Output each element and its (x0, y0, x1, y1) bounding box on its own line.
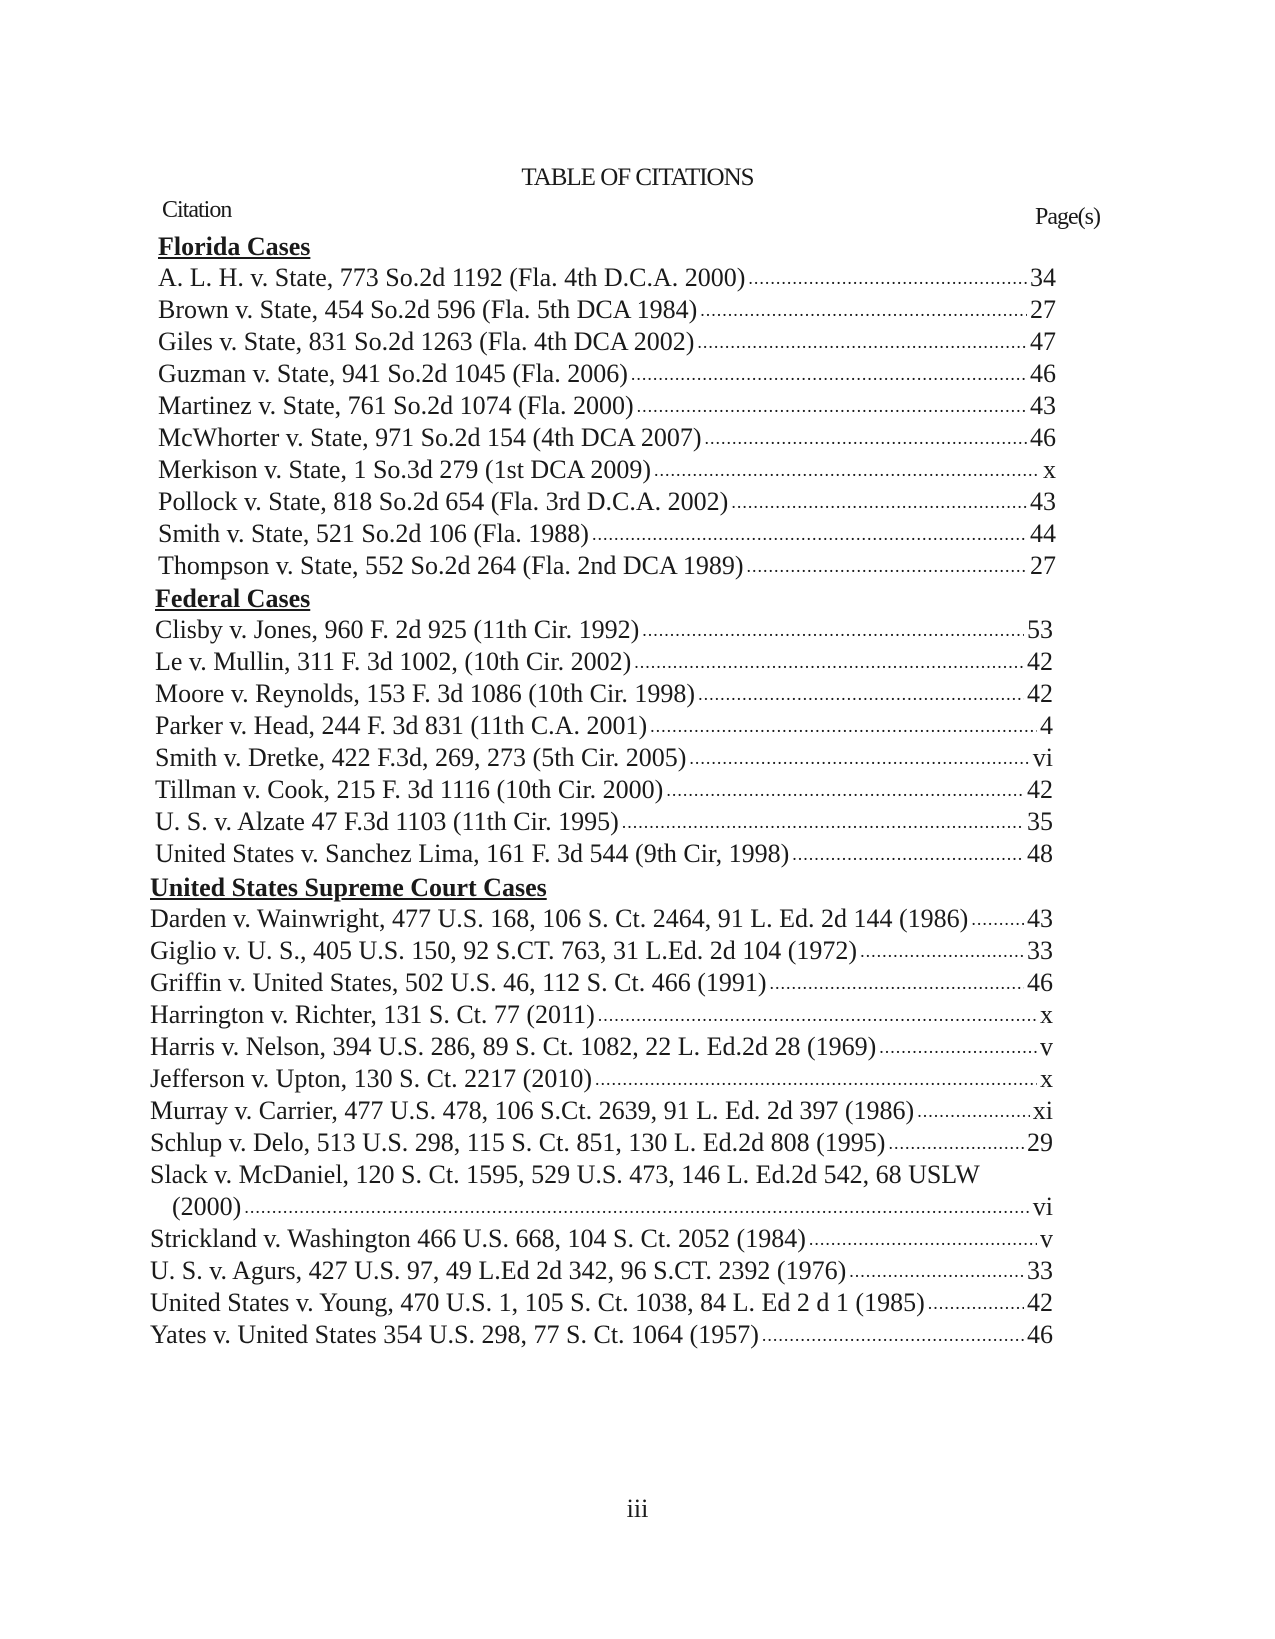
citation-entry (150, 1319, 1053, 1351)
federal-cases-section (155, 584, 1053, 870)
dot-leader (809, 1223, 1037, 1255)
dot-leader (598, 999, 1037, 1031)
dot-leader (244, 1191, 1029, 1223)
citation-text-continued: (2000) (172, 1192, 242, 1221)
citation-text: Smith v. Dretke, 422 F.3d, 269, 273 (5th Cir. 2005) (155, 743, 687, 772)
citation-text: United States v. Sanchez Lima, 161 F. 3d 544 (9th Cir, 1998) (155, 839, 790, 868)
citation-text: Parker v. Head, 244 F. 3d 831 (11th C.A. 2001) (155, 711, 648, 740)
citation-continuation (150, 1191, 1053, 1223)
citation-text: Clisby v. Jones, 960 F. 2d 925 (11th Cir. 1992) (155, 615, 640, 644)
citation-list (150, 1223, 1053, 1351)
citation-text: Smith v. State, 521 So.2d 106 (Fla. 1988) (158, 519, 589, 548)
dot-leader (762, 1319, 1024, 1351)
dot-leader (731, 486, 1027, 518)
dot-leader (634, 646, 1024, 678)
page-reference: xi (1032, 1096, 1053, 1125)
page-reference: 48 (1027, 839, 1053, 868)
citation-text: Le v. Mullin, 311 F. 3d 1002, (10th Cir. 2002) (155, 647, 632, 676)
dot-leader (698, 678, 1024, 710)
citation-entry (150, 1255, 1053, 1287)
citation-entry (158, 294, 1056, 326)
citation-entry (150, 1063, 1053, 1095)
page-reference: v (1040, 1032, 1053, 1061)
citation-text: U. S. v. Alzate 47 F.3d 1103 (11th Cir. 1995) (155, 807, 619, 836)
dot-leader (792, 838, 1024, 870)
citation-text: Giles v. State, 831 So.2d 1263 (Fla. 4th DCA 2002) (158, 327, 695, 356)
citation-text: Strickland v. Washington 466 U.S. 668, 104 S. Ct. 2052 (1984) (150, 1224, 806, 1253)
page-reference: x (1040, 1000, 1053, 1029)
citation-entry (158, 486, 1056, 518)
citation-entry (150, 1127, 1053, 1159)
page-reference: x (1043, 455, 1056, 484)
citation-entry (155, 838, 1053, 870)
citation-text: Thompson v. State, 552 So.2d 264 (Fla. 2nd DCA 1989) (158, 551, 744, 580)
citation-entry (155, 774, 1053, 806)
citation-entry (155, 614, 1053, 646)
citation-text: A. L. H. v. State, 773 So.2d 1192 (Fla. 4th D.C.A. 2000) (158, 263, 746, 292)
dot-leader (697, 326, 1027, 358)
page-reference: 42 (1027, 679, 1053, 708)
supreme-court-cases-section (150, 873, 1053, 1351)
page-reference: 42 (1027, 1288, 1053, 1317)
page-number: iii (626, 1494, 649, 1523)
citation-entry (155, 646, 1053, 678)
dot-leader (666, 774, 1024, 806)
page-reference: vi (1032, 1192, 1053, 1221)
citation-text: McWhorter v. State, 971 So.2d 154 (4th DCA 2007) (158, 423, 702, 452)
citation-entry (158, 422, 1056, 454)
section-heading: United States Supreme Court Cases (150, 873, 547, 902)
citation-entry (155, 742, 1053, 774)
citation-text: Darden v. Wainwright, 477 U.S. 168, 106 S. Ct. 2464, 91 L. Ed. 2d 144 (1986) (150, 904, 969, 933)
dot-leader (592, 518, 1027, 550)
section-heading: Federal Cases (155, 584, 311, 613)
dot-leader (928, 1287, 1024, 1319)
page-reference: 47 (1030, 327, 1056, 356)
page-reference: 34 (1030, 263, 1056, 292)
citation-text: Griffin v. United States, 502 U.S. 46, 112 S. Ct. 466 (1991) (150, 968, 767, 997)
citation-entry (158, 454, 1056, 486)
citation-entry (155, 710, 1053, 742)
citation-entry (158, 390, 1056, 422)
dot-leader (860, 935, 1024, 967)
page-reference: 46 (1027, 968, 1053, 997)
citation-text: Moore v. Reynolds, 153 F. 3d 1086 (10th Cir. 1998) (155, 679, 696, 708)
page-reference: 27 (1030, 551, 1056, 580)
page-reference: vi (1032, 743, 1053, 772)
citation-entry (158, 358, 1056, 390)
page-reference: 46 (1030, 359, 1056, 388)
dot-leader (642, 614, 1024, 646)
dot-leader (631, 358, 1027, 390)
dot-leader (650, 710, 1037, 742)
page-reference: 46 (1030, 423, 1056, 452)
citation-text: Murray v. Carrier, 477 U.S. 478, 106 S.Ct. 2639, 91 L. Ed. 2d 397 (1986) (150, 1096, 915, 1125)
page-reference: 46 (1027, 1320, 1053, 1349)
page-title: TABLE OF CITATIONS (521, 164, 754, 191)
citation-entry (158, 518, 1056, 550)
citation-list (158, 262, 1056, 582)
page-reference: x (1040, 1064, 1053, 1093)
page-reference: 27 (1030, 295, 1056, 324)
dot-leader (770, 967, 1024, 999)
citation-entry (155, 806, 1053, 838)
citation-entry (158, 550, 1056, 582)
citation-entry (150, 999, 1053, 1031)
citation-text: United States v. Young, 470 U.S. 1, 105 S. Ct. 1038, 84 L. Ed 2 d 1 (1985) (150, 1288, 925, 1317)
citation-entry (158, 326, 1056, 358)
dot-leader (637, 390, 1027, 422)
citation-entry (150, 1031, 1053, 1063)
dot-leader (917, 1095, 1030, 1127)
citation-text: Tillman v. Cook, 215 F. 3d 1116 (10th Cir. 2000) (155, 775, 664, 804)
page-reference: 43 (1030, 391, 1056, 420)
citation-entry (150, 1159, 1053, 1223)
citation-entry (150, 967, 1053, 999)
dot-leader (595, 1063, 1037, 1095)
page-reference: 33 (1027, 936, 1053, 965)
dot-leader (879, 1031, 1037, 1063)
page-reference: 42 (1027, 775, 1053, 804)
page-reference: 29 (1027, 1128, 1053, 1157)
citation-entry (150, 1287, 1053, 1319)
page-reference: 4 (1040, 711, 1053, 740)
florida-cases-section (158, 232, 1056, 582)
citation-column-header: Citation (162, 197, 232, 223)
page-reference: 42 (1027, 647, 1053, 676)
citation-entry (150, 903, 1053, 935)
citation-entry (150, 1223, 1053, 1255)
page-reference: 35 (1027, 807, 1053, 836)
citation-entry (150, 935, 1053, 967)
citation-text: Harris v. Nelson, 394 U.S. 286, 89 S. Ct. 1082, 22 L. Ed.2d 28 (1969) (150, 1032, 877, 1061)
citation-text: Pollock v. State, 818 So.2d 654 (Fla. 3rd D.C.A. 2002) (158, 487, 729, 516)
citation-text: Guzman v. State, 941 So.2d 1045 (Fla. 2006) (158, 359, 628, 388)
dot-leader (689, 742, 1029, 774)
page-reference: 53 (1027, 615, 1053, 644)
citation-text: Schlup v. Delo, 513 U.S. 298, 115 S. Ct. 851, 130 L. Ed.2d 808 (1995) (150, 1128, 886, 1157)
section-heading: Florida Cases (158, 232, 311, 261)
citation-text: Harrington v. Richter, 131 S. Ct. 77 (2011) (150, 1000, 595, 1029)
dot-leader (971, 903, 1024, 935)
dot-leader (622, 806, 1024, 838)
citation-text: Merkison v. State, 1 So.3d 279 (1st DCA 2009) (158, 455, 652, 484)
page-reference: 44 (1030, 519, 1056, 548)
citation-entry (155, 678, 1053, 710)
page-reference: 43 (1030, 487, 1056, 516)
citation-text: Giglio v. U. S., 405 U.S. 150, 92 S.CT. 763, 31 L.Ed. 2d 104 (1972) (150, 936, 858, 965)
citation-text: Slack v. McDaniel, 120 S. Ct. 1595, 529 U.S. 473, 146 L. Ed.2d 542, 68 USLW (150, 1160, 980, 1189)
page-reference: v (1040, 1224, 1053, 1253)
page-reference: 33 (1027, 1256, 1053, 1285)
citation-text: Brown v. State, 454 So.2d 596 (Fla. 5th DCA 1984) (158, 295, 698, 324)
dot-leader (700, 294, 1027, 326)
citation-entry (150, 1095, 1053, 1127)
dot-leader (654, 454, 1040, 486)
citation-text: U. S. v. Agurs, 427 U.S. 97, 49 L.Ed 2d 342, 96 S.CT. 2392 (1976) (150, 1256, 847, 1285)
dot-leader (849, 1255, 1024, 1287)
pages-column-header: Page(s) (1035, 204, 1100, 230)
citation-list (150, 903, 1053, 1159)
dot-leader (705, 422, 1027, 454)
citation-text: Yates v. United States 354 U.S. 298, 77 S. Ct. 1064 (1957) (150, 1320, 759, 1349)
citation-entry (158, 262, 1056, 294)
dot-leader (746, 550, 1027, 582)
citation-text: Martinez v. State, 761 So.2d 1074 (Fla. 2000) (158, 391, 634, 420)
citation-text: Jefferson v. Upton, 130 S. Ct. 2217 (2010) (150, 1064, 592, 1093)
dot-leader (888, 1127, 1024, 1159)
dot-leader (748, 262, 1027, 294)
citation-list (155, 614, 1053, 870)
page-reference: 43 (1027, 904, 1053, 933)
